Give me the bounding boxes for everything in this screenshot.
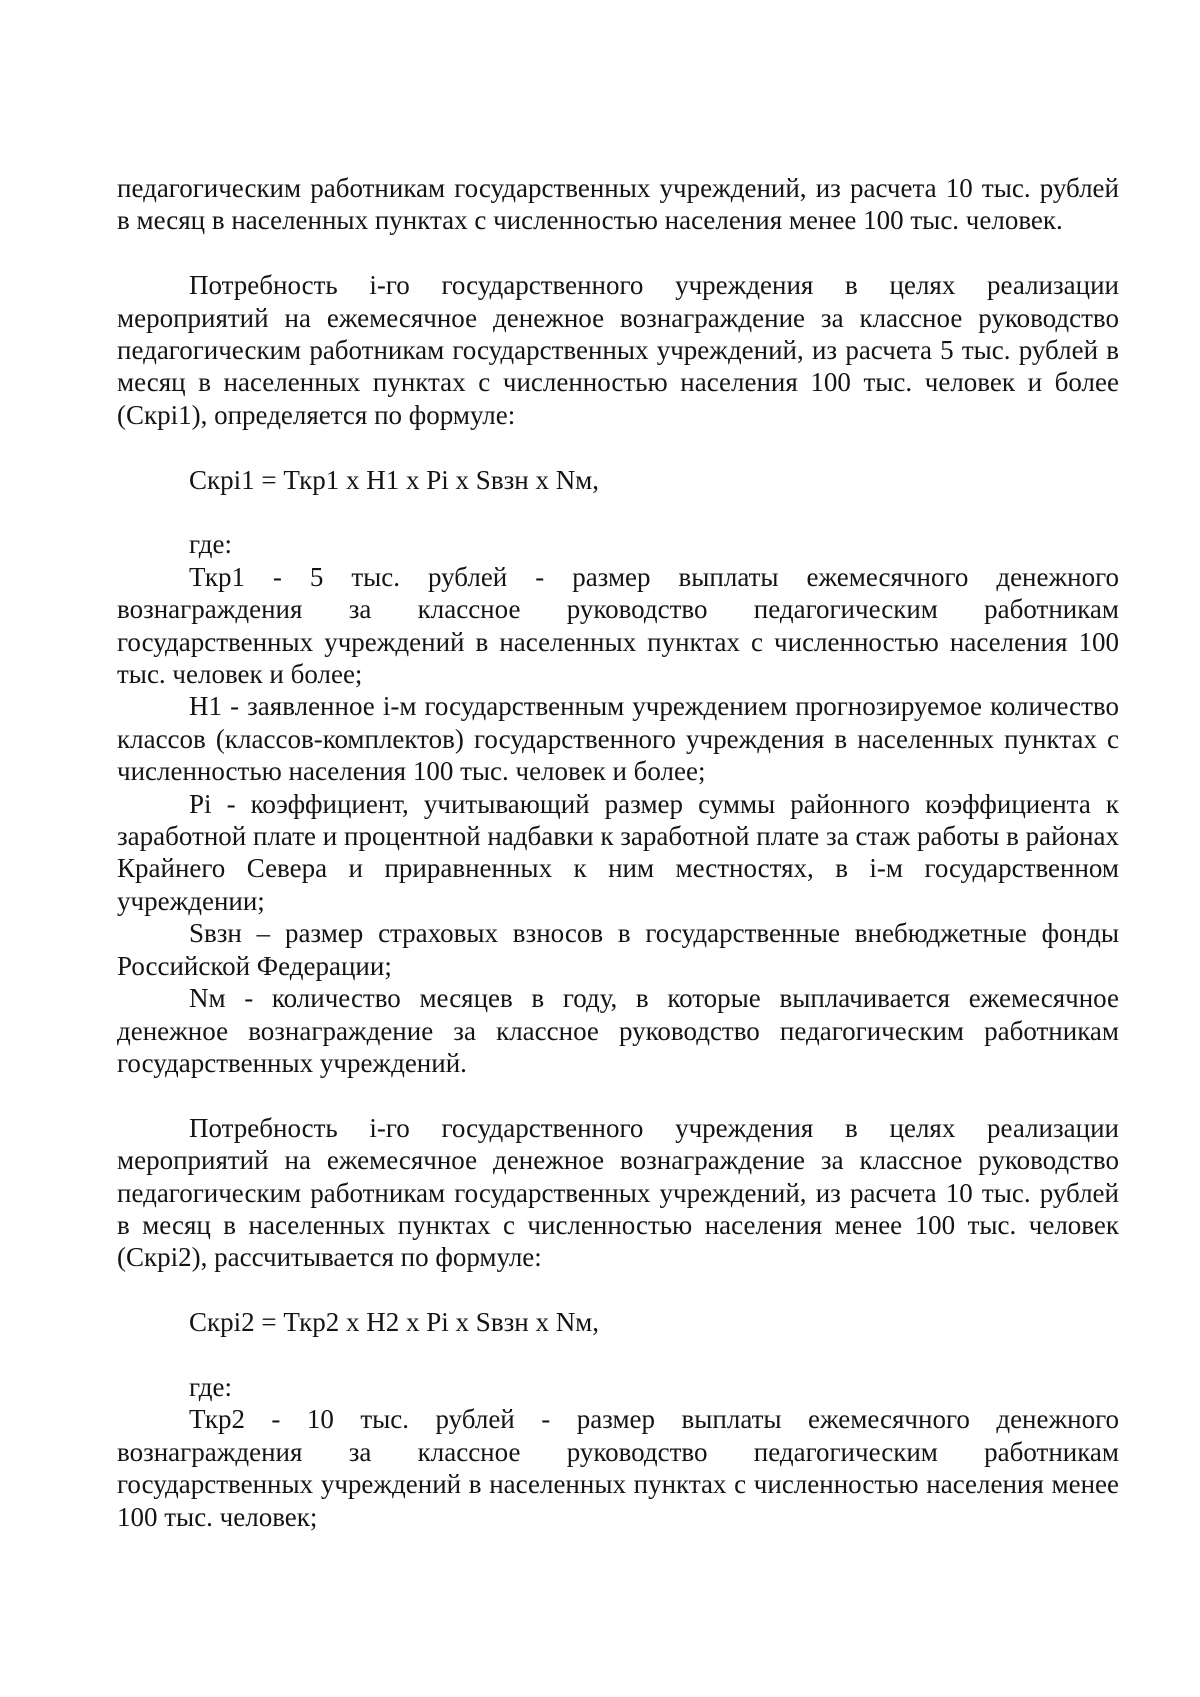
document-page — [117, 172, 1119, 1533]
spacer — [117, 237, 1119, 269]
definition-nm: Nм - количество месяцев в году, в которые выплачивается ежемесячное денежное вознаграждение за классное руководство педагогическим работникам государственных учреждений. — [117, 983, 1119, 1078]
spacer — [117, 496, 1119, 528]
spacer — [117, 1274, 1119, 1306]
paragraph-need-1: Потребность i-го государственного учреждения в целях реализации мероприятий на ежемесячное денежное вознаграждение за классное руководство педагогическим работникам государственных учреждений, из расчета 5 тыс. рублей в месяц в населенных пунктах с численностью населения 100 тыс. человек и более (Скрi1), определяется по формуле: — [117, 270, 1119, 430]
spacer — [117, 1339, 1119, 1371]
formula-1: Скрi1 = Ткр1 x H1 x Pi x Sвзн x Nм, — [189, 464, 600, 495]
definition-h1: H1 - заявленное i-м государственным учреждением прогнозируемое количество классов (классов-комплектов) государственного учреждения в населенных пунктах с численностью населения 100 тыс. человек и более; — [117, 691, 1119, 787]
paragraph-need-2: Потребность i-го государственного учреждения в целях реализации мероприятий на ежемесячное денежное вознаграждение за классное руководство педагогическим работникам государственных учреждений, из расчета 10 тыс. рублей в месяц в населенных пунктах с численностью населения менее 100 тыс. человек (Скрi2), рассчитывается по формуле: — [117, 1112, 1119, 1273]
intro-paragraph: педагогическим работникам государственных учреждений, из расчета 10 тыс. рублей в месяц в населенных пунктах с численностью населения менее 100 тыс. человек. — [117, 173, 1119, 236]
where-label-2: где: — [189, 1371, 232, 1402]
definition-tkr1: Ткр1 - 5 тыс. рублей - размер выплаты ежемесячного денежного вознаграждения за классное руководство педагогическим работникам государственных учреждений в населенных пунктах с численностью населения 100 тыс. человек и более; — [117, 561, 1119, 690]
spacer — [117, 431, 1119, 463]
definition-svzn: Sвзн – размер страховых взносов в государственные внебюджетные фонды Российской Федерации; — [117, 918, 1119, 981]
definition-tkr2: Ткр2 - 10 тыс. рублей - размер выплаты ежемесячного денежного вознаграждения за классное руководство педагогическим работникам государственных учреждений в населенных пунктах с численностью населения менее 100 тыс. человек; — [117, 1404, 1119, 1532]
definition-pi: Pi - коэффициент, учитывающий размер суммы районного коэффициента к заработной плате и процентной надбавки к заработной плате за стаж работы в районах Крайнего Севера и приравненных к ним местностях, в i-м государственном учреждении; — [117, 788, 1119, 916]
spacer — [117, 1079, 1119, 1111]
formula-2: Скрi2 = Ткр2 x H2 x Pi x Sвзн x Nм, — [189, 1307, 600, 1338]
where-label-1: где: — [189, 529, 232, 560]
